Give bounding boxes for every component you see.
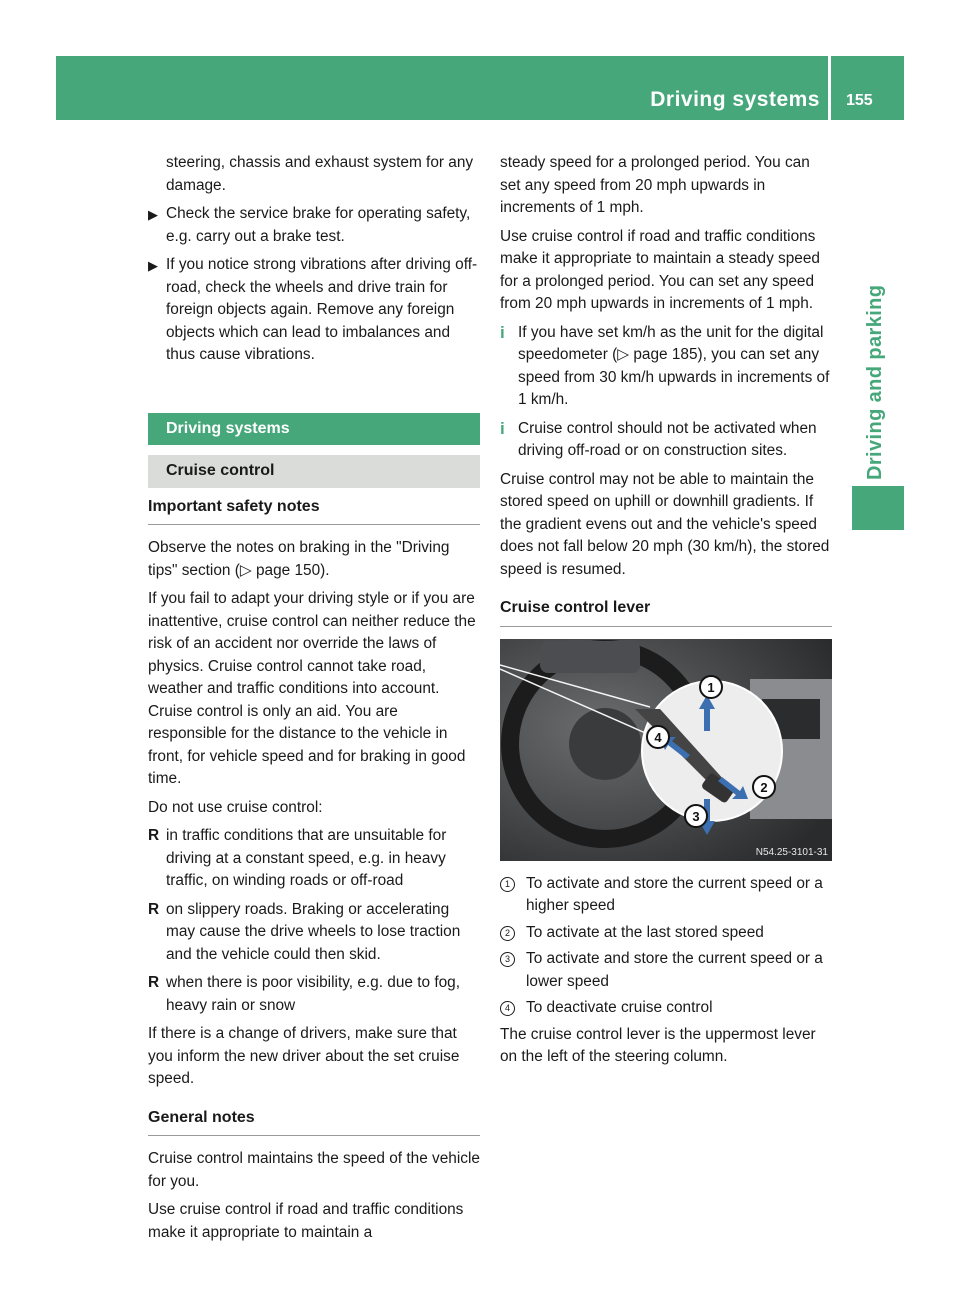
svg-text:4: 4 bbox=[654, 729, 662, 745]
instrument-cluster bbox=[540, 641, 640, 673]
subsection-title: Cruise control bbox=[148, 455, 480, 488]
list-item: R on slippery roads. Braking or accelerating may cause the drive wheels to lose traction and the vehicle could then skid. bbox=[148, 900, 461, 963]
paragraph: Observe the notes on braking in the "Driving tips" section (▷ page 150). bbox=[148, 539, 450, 579]
step-arrow-icon: ▶ bbox=[148, 258, 158, 273]
list-item: R when there is poor visibility, e.g. due to fog, heavy rain or snow bbox=[148, 974, 461, 1014]
bullet-icon: R bbox=[148, 827, 160, 844]
safety-heading: Important safety notes bbox=[148, 496, 480, 526]
right-column bbox=[500, 152, 832, 1075]
magnifier-circle bbox=[642, 681, 782, 821]
paragraph: Use cruise control if road and traffic conditions make it appropriate to maintain a bbox=[148, 1201, 464, 1241]
paragraph: Use cruise control if road and traffic conditions make it appropriate to maintain a steady speed for a prolonged period. You can set any speed from 20 mph upwards in increments of 1 mph. bbox=[500, 227, 820, 312]
legend-number: 4 bbox=[500, 1001, 515, 1016]
list-item: R in traffic conditions that are unsuitable for driving at a constant speed, e.g. in heavy traffic, on winding roads or off-road bbox=[148, 827, 447, 889]
lever-heading: Cruise control lever bbox=[500, 597, 832, 627]
side-tab-marker bbox=[852, 486, 904, 530]
photo-code: N54.25-3101-31 bbox=[755, 846, 828, 858]
paragraph: If you fail to adapt your driving style or if you are inattentive, cruise control can neither reduce the risk of an accident nor override the laws of physics. Cruise control cannot take road, weather and traffic conditions into account. Cruise control is only an aid. You are responsible for the distance to the vehicle in front, for vehicle speed and for braking in good time. bbox=[148, 590, 476, 787]
info-icon: i bbox=[500, 322, 505, 342]
step-item: ▶ Check the service brake for operating safety, e.g. carry out a brake test. bbox=[148, 205, 471, 245]
bullet-icon: R bbox=[148, 900, 160, 918]
info-note: i If you have set km/h as the unit for the digital speedometer (▷ page 185), you can set any speed from 30 km/h upwards in increments of 1 km/h. bbox=[500, 322, 830, 408]
cruise-lever-photo bbox=[500, 639, 832, 861]
paragraph: Cruise control maintains the speed of the vehicle for you. bbox=[148, 1150, 480, 1190]
continued-text: steering, chassis and exhaust system for any damage. bbox=[166, 154, 474, 194]
steering-hub bbox=[569, 708, 641, 780]
bullet-icon: R bbox=[148, 974, 160, 991]
legend-item: 1 To activate and store the current speed or a higher speed bbox=[500, 873, 832, 918]
paragraph: steady speed for a prolonged period. You can set any speed from 20 mph upwards in increments of 1 mph. bbox=[500, 154, 810, 216]
legend-number: 2 bbox=[500, 926, 515, 941]
legend-item: 4 To deactivate cruise control bbox=[500, 997, 832, 1020]
info-icon: i bbox=[500, 418, 505, 438]
page-number: 155 bbox=[846, 92, 873, 109]
svg-text:2: 2 bbox=[760, 779, 768, 795]
paragraph: If there is a change of drivers, make sure that you inform the new driver about the set cruise speed. bbox=[148, 1025, 460, 1087]
paragraph: Do not use cruise control: bbox=[148, 798, 323, 816]
step-item: ▶ If you notice strong vibrations after driving off-road, check the wheels and drive train for foreign objects again. Remove any foreign objects which can lead to imbalances and thus cause vibrations. bbox=[148, 256, 478, 363]
left-column bbox=[148, 152, 480, 1250]
photo-illustration bbox=[500, 639, 832, 861]
svg-text:1: 1 bbox=[707, 679, 715, 695]
section-title: Driving systems bbox=[148, 413, 480, 446]
info-note: i Cruise control should not be activated when driving off-road or on construction sites. bbox=[500, 418, 817, 459]
header-title: Driving systems bbox=[650, 88, 820, 111]
legend-item: 2 To activate at the last stored speed bbox=[500, 922, 832, 945]
header-divider bbox=[828, 56, 831, 120]
general-heading: General notes bbox=[148, 1107, 480, 1137]
legend-item: 3 To activate and store the current speed or a lower speed bbox=[500, 948, 832, 993]
side-tab-label: Driving and parking bbox=[864, 284, 886, 480]
paragraph: Cruise control may not be able to maintain the stored speed on uphill or downhill gradients. If the gradient evens out and the vehicle's speed does not fall below 20 mph (30 km/h), the stored speed is resumed. bbox=[500, 470, 830, 578]
legend-number: 1 bbox=[500, 877, 515, 892]
legend-number: 3 bbox=[500, 952, 515, 967]
step-arrow-icon: ▶ bbox=[148, 207, 158, 222]
paragraph: The cruise control lever is the uppermost lever on the left of the steering column. bbox=[500, 1025, 816, 1065]
svg-text:3: 3 bbox=[692, 808, 700, 824]
